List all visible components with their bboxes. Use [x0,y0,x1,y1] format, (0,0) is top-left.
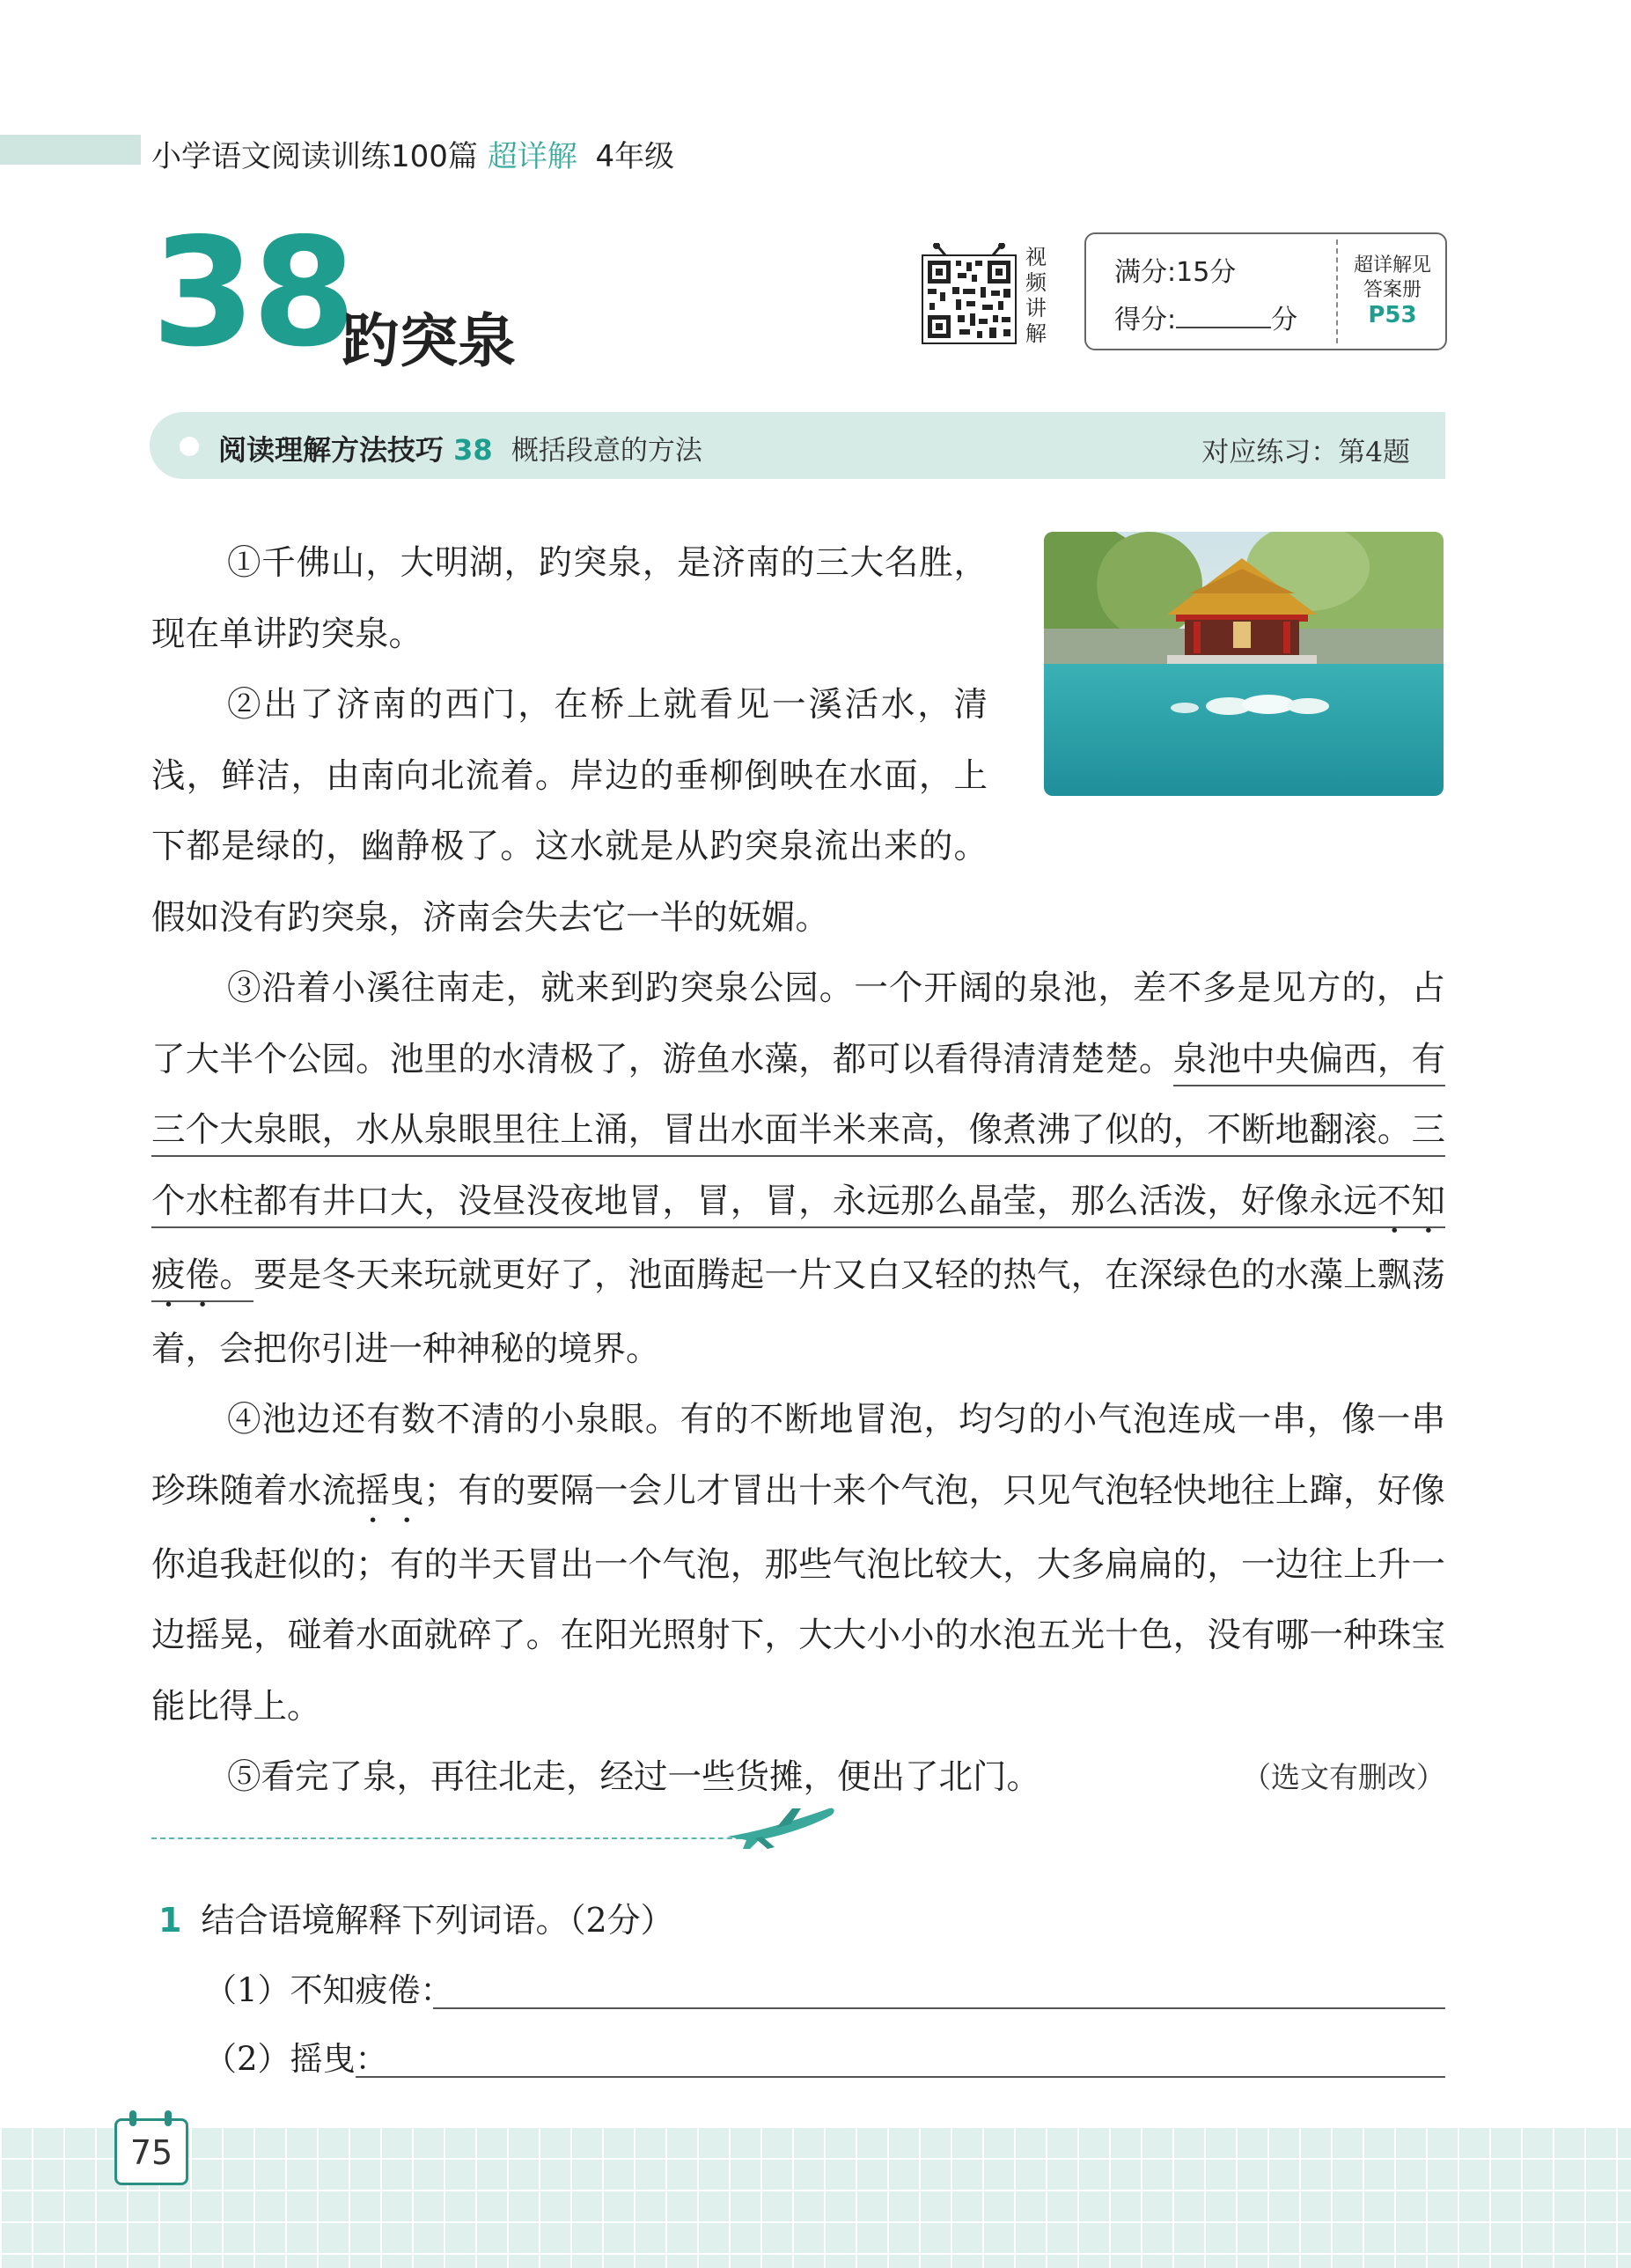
method-name: 概括段意的方法 [511,435,702,467]
section-divider [151,1837,759,1839]
dotted-word-1: 不知疲倦 [151,1181,1445,1295]
sub-question-2: （2）摇曳： [204,2040,388,2078]
dotted-word-2: 摇曳 [356,1470,424,1511]
airplane-icon [724,1801,836,1851]
paragraph-4 [151,1385,1445,1742]
paragraph-3 [151,954,1445,1385]
calendar-ring-icon [129,2110,136,2126]
full-score: 满分:15分 [1114,257,1237,288]
qr-label: 视频讲解 [1025,245,1047,346]
book-header [151,132,674,175]
underlined-text: 泉池中央偏西，有三个大泉眼，水从泉眼里往上涌，冒出水面半米来高，像煮沸了似的，不断地翻滚。三个水柱都有井口大，没昼没夜地冒，冒，冒，永远那么晶莹，那么活泼，好像永远 [151,1039,1445,1221]
score-divider [1336,239,1338,343]
paragraph-3-end: 要是冬天来玩就更好了，池面腾起一片又白又轻的热气，在深绿色的水藻上飘荡着，会把你引进一种神秘的境界。 [151,1255,1445,1369]
lesson-number: 38 [151,206,353,380]
lesson-title: 趵突泉 [342,307,516,375]
question-number: 1 [158,1901,182,1940]
answer-page: P53 [1368,302,1417,328]
method-bar [150,412,1445,479]
source-note: （选文有删改） [1242,1760,1445,1794]
book-series: 小学语文阅读训练100篇 [151,139,478,174]
method-title [218,428,702,468]
paragraph-2 [151,670,1445,954]
answer-ref-line1: 超详解见 [1353,254,1431,276]
question-text: 结合语境解释下列词语。（2分） [201,1901,674,1940]
footer-grid [0,2126,1631,2268]
method-number: 38 [453,433,493,467]
answer-line-1[interactable] [433,2007,1445,2009]
sub-question-1: （1）不知疲倦： [204,1971,453,2009]
score-field[interactable] [1114,298,1297,336]
paragraph-4-start: ④池边还有数不清的小泉眼。有的不断地冒泡，均匀的小气泡连成一串，像一串珍珠随着水流 [151,1400,1445,1511]
book-highlight: 超详解 [487,139,577,174]
paragraph-4-end: ；有的要隔一会儿才冒出十来个气泡，只见气泡轻快地往上蹿，好像你追我赶似的；有的半天冒出一个气泡，那些气泡比较大，大多扁扁的，一边往上升一边摇晃，碰着水面就碎了。在阳光照射下，大大小小的水泡五光十色，没有哪一种珠宝能比得上。 [151,1470,1445,1727]
calendar-ring-icon [165,2110,172,2126]
page-number-box [114,2118,188,2185]
answer-reference [1343,254,1442,328]
reading-passage [151,528,1445,1814]
qr-code-icon[interactable] [921,243,1018,345]
book-grade: 4年级 [595,139,675,174]
paragraph-3-intro: ③沿着小溪往南走，就来到趵突泉公园。一个开阔的泉池，差不多是见方的，占了大半个公园。池里的水清极了，游鱼水藻，都可以看得清清楚楚。 [151,968,1445,1079]
score-blank[interactable] [1176,307,1271,328]
score-label: 得分: [1114,305,1177,335]
paragraph-1: ①千佛山，大明湖，趵突泉，是济南的三大名胜，现在单讲趵突泉。 [151,543,988,654]
bullet-icon [180,437,199,456]
header-accent-bar [0,135,141,165]
paragraph-2-text: ②出了济南的西门，在桥上就看见一溪活水，清浅，鲜洁，由南向北流着。岸边的垂柳倒映在水面，上下都是绿的，幽静极了。这水就是从趵突泉流出来的。假如没有趵突泉，济南会失去它一半的妩媚。 [151,685,988,938]
answer-line-2[interactable] [356,2076,1445,2078]
question-1 [158,1893,674,1941]
paragraph-5-text: ⑤看完了泉，再往北走，经过一些货摊，便出了北门。 [227,1757,1041,1797]
score-unit: 分 [1271,305,1298,335]
method-label: 阅读理解方法技巧 [218,433,444,467]
practice-reference: 对应练习：第4题 [1201,437,1410,468]
underlined-end: 。 [219,1255,254,1295]
score-box [1084,232,1447,350]
answer-ref-line2: 答案册 [1363,279,1422,301]
page-number: 75 [129,2133,173,2172]
